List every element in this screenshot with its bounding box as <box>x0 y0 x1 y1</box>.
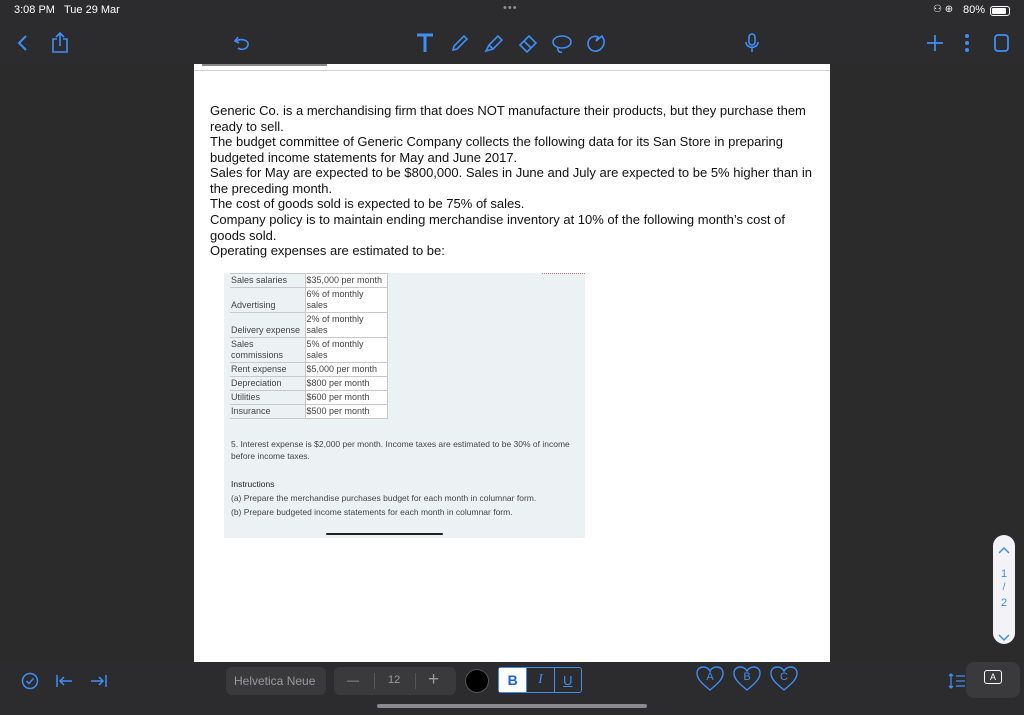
lasso-icon[interactable] <box>549 31 575 57</box>
undo-icon[interactable] <box>231 32 253 54</box>
indent-right-icon[interactable] <box>88 671 110 691</box>
stepper-divider <box>374 673 375 689</box>
home-indicator-in-screenshot <box>326 533 443 535</box>
font-name-selector[interactable]: Helvetica Neue <box>226 667 326 695</box>
paragraph-operating-expenses: Operating expenses are estimated to be: <box>210 243 445 258</box>
expense-value: 2% of monthly sales <box>305 313 387 338</box>
more-icon[interactable] <box>958 32 976 54</box>
current-page-number: 1 <box>1000 568 1008 580</box>
page-up-icon[interactable] <box>998 541 1010 559</box>
expense-value: $500 per month <box>305 405 387 419</box>
paragraph-cogs: The cost of goods sold is expected to be 75% of sales. <box>210 196 525 211</box>
battery-percent: 80% <box>963 4 986 16</box>
back-icon[interactable] <box>12 32 32 54</box>
page-navigator[interactable] <box>993 535 1015 644</box>
table-row <box>230 363 387 377</box>
expense-value: 5% of monthly sales <box>305 338 387 363</box>
battery-icon <box>990 6 1010 16</box>
page-divider <box>194 70 830 71</box>
format-bar <box>0 662 1024 715</box>
add-icon[interactable] <box>924 32 946 54</box>
favorite-b-label: B <box>743 671 751 683</box>
underline-button[interactable]: U <box>554 668 581 692</box>
document-page[interactable] <box>194 64 830 664</box>
expense-item: Insurance <box>230 405 305 419</box>
font-size-stepper <box>334 667 456 695</box>
stepper-divider <box>415 673 416 689</box>
paragraph-budget-committee: The budget committee of Generic Company collects the following data for its San Store in preparing budgeted income statements for May and June 2017. <box>210 134 784 165</box>
table-row <box>230 377 387 391</box>
expense-item: Depreciation <box>230 377 305 391</box>
page-down-icon[interactable] <box>998 629 1010 647</box>
share-icon[interactable] <box>49 31 71 55</box>
line-spacing-icon[interactable] <box>947 671 967 691</box>
expenses-table <box>230 273 388 419</box>
input-assistant-button[interactable] <box>966 662 1020 698</box>
expense-item: Sales commissions <box>230 338 305 363</box>
eraser-icon[interactable] <box>515 31 541 55</box>
expense-value: $600 per month <box>305 391 387 405</box>
favorite-c-label: C <box>780 671 788 683</box>
table-row <box>230 391 387 405</box>
expense-value: 6% of monthly sales <box>305 288 387 313</box>
checkmark-circle-icon[interactable] <box>20 671 40 691</box>
total-pages: 2 <box>1000 597 1008 609</box>
expense-value: $800 per month <box>305 377 387 391</box>
pages-icon[interactable] <box>990 32 1012 54</box>
expense-value: $35,000 per month <box>305 274 387 288</box>
instruction-a: (a) Prepare the merchandise purchases budget for each month in columnar form. <box>231 493 537 503</box>
expense-item: Utilities <box>230 391 305 405</box>
highlighter-icon[interactable] <box>482 31 506 55</box>
expense-item: Advertising <box>230 288 305 313</box>
text-tool-icon[interactable] <box>414 31 436 55</box>
increase-font-size-button[interactable]: + <box>428 669 440 690</box>
favorite-a-label: A <box>706 671 714 683</box>
toolbar <box>0 22 1024 64</box>
expense-item: Delivery expense <box>230 313 305 338</box>
favorite-style-a-heart-icon[interactable] <box>696 666 724 692</box>
interest-note: 5. Interest expense is $2,000 per month. Income taxes are estimated to be 30% of income before income taxes. <box>231 439 570 461</box>
paragraph-sales: Sales for May are expected to be $800,000. Sales in June and July are expected to be 5% higher than in the preceding month. <box>210 165 813 196</box>
favorite-style-b-heart-icon[interactable] <box>733 666 761 692</box>
favorite-style-c-heart-icon[interactable] <box>770 666 798 692</box>
status-date: Tue 29 Mar <box>64 4 120 16</box>
clipped-mark <box>542 273 585 275</box>
font-size-value[interactable]: 12 <box>388 674 401 686</box>
indent-left-icon[interactable] <box>53 671 75 691</box>
bold-button[interactable]: B <box>499 668 526 692</box>
embedded-screenshot[interactable] <box>224 273 585 538</box>
paragraph-inventory-policy: Company policy is to maintain ending merchandise inventory at 10% of the following month’s cost of goods sold. <box>210 212 785 243</box>
instruction-b: (b) Prepare budgeted income statements for each month in columnar form. <box>231 507 513 517</box>
text-style-group <box>498 667 582 693</box>
table-row <box>230 405 387 419</box>
instructions-heading: Instructions <box>231 479 275 489</box>
paragraph-intro: Generic Co. is a merchandising firm that does NOT manufacture their products, but they purchase them ready to sell. <box>210 103 806 134</box>
multitask-dots-icon[interactable]: ••• <box>503 2 518 14</box>
text-color-swatch[interactable] <box>465 669 489 693</box>
pen-icon[interactable] <box>448 31 472 55</box>
page-separator: / <box>1002 582 1006 593</box>
table-row <box>230 338 387 363</box>
status-time: 3:08 PM <box>14 4 55 16</box>
italic-button[interactable]: I <box>526 668 553 692</box>
home-indicator <box>377 704 647 708</box>
microphone-icon[interactable] <box>741 31 763 55</box>
table-row <box>230 274 387 288</box>
decrease-font-size-button[interactable]: — <box>347 673 359 687</box>
shapes-icon[interactable] <box>583 31 609 55</box>
status-bar <box>0 0 1024 22</box>
expense-item: Sales salaries <box>230 274 305 288</box>
focus-icon: ⚇ ⊕ <box>933 4 954 15</box>
keyboard-a-icon: A <box>984 670 1002 684</box>
table-row <box>230 313 387 338</box>
table-row <box>230 288 387 313</box>
expense-value: $5,000 per month <box>305 363 387 377</box>
expense-item: Rent expense <box>230 363 305 377</box>
